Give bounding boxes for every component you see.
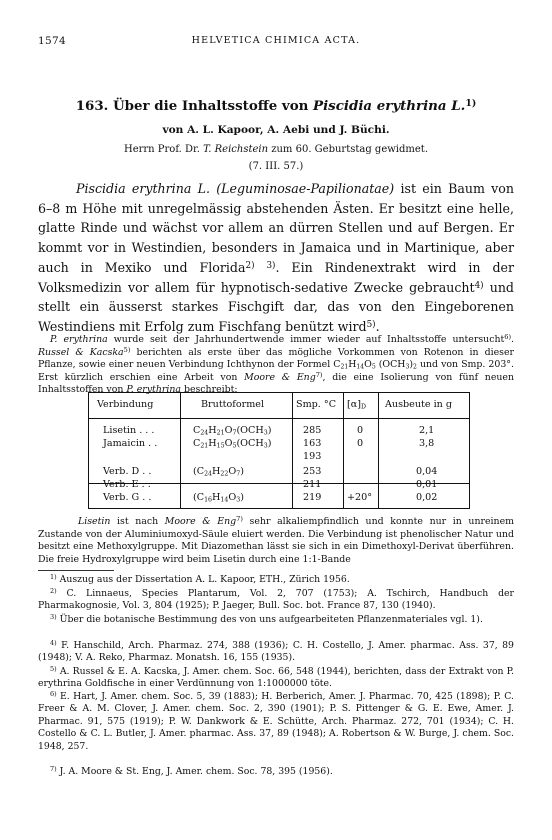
table-cell-yield: 2,1 (419, 425, 435, 436)
title-text: 163. Über die Inhaltsstoffe von (75, 98, 314, 114)
table-cell-formula: $(C_{24}H_{22}O_7)$ (193, 466, 244, 478)
received-date: (7. III. 57.) (248, 161, 304, 172)
footnote-3: $^{3)}$ Über die botanische Bestimmung des von uns aufgearbeiteten Pflanzenmateriales vgl. 1). (50, 613, 483, 625)
dedication-pre: Herrn Prof. Dr. (123, 144, 204, 155)
table-cell-formula: $(C_{16}H_{14}O_3)$ (193, 492, 244, 504)
table-cell-yield: 0,02 (416, 492, 438, 503)
footnote-1: $^{1)}$ Auszug aus der Dissertation A. L. Kapoor, ETH., Zürich 1956. (50, 573, 350, 585)
footnote-2: $^{2)}$ C. Linnaeus, Species Plantarum, Vol. 2, 707 (1753); A. Tschirch, Handbuch der Pharmakognosie, Vol. 3, 804 (1925); P. Jaeger, Bull. Soc. bot. France 87, 130 (1940). (38, 587, 514, 612)
table-cell-yield: 3,8 (419, 438, 435, 449)
compounds-table (88, 392, 470, 509)
table-cell-mp: 163 (303, 438, 322, 449)
footnote-6: $^{6)}$ E. Hart, J. Amer. chem. Soc. 5, 39 (1883); H. Berberich, Amer. J. Pharmac. 70, 425 (1898); P. C. Freer & A. M. Clover, J. Amer. chem. Soc. 2, 390 (1901); P. S. Pittenger & G. E. Ewe, Amer. J. Pharmac. 91, 575 (1919); P. W. Dankwork & E. Schütte, Arch. Pharmaz. 272, 701 (1934); C. H. Costello & C. L. Butler, J. Amer. pharmac. Ass. 37, 89 (1948); A. Robertson & W. Burge, J. chem. Soc. 1948, 257. (38, 690, 514, 752)
title-footnote-ref: 1) (465, 97, 477, 109)
table-cell-mp: 219 (303, 492, 322, 503)
dedication (38, 144, 514, 155)
author-citation: Moore & Eng (164, 516, 237, 527)
lisetin-paragraph: Lisetin ist nach Moore & Eng$^{7)}$ sehr alkaliempfindlich und konnte nur in unreinem Zustande von der Aluminiumoxyd-Säule eluiert werden. Die Verbindung ist phenolischer Natur und besitzt eine Methoxylgruppe. Mit Diazomethan lässt sie sich in ein Dimethoxyl-Derivat überführen. Die freie Hydroxylgruppe wird beim Lisetin durch eine 1:1-Bande (38, 515, 515, 565)
ref-4: 4 (474, 280, 481, 291)
table-cell-yield: 0,01 (416, 479, 438, 490)
table-cell-alpha: +20° (347, 492, 373, 503)
family-name: (Leguminosae-Papilionatae) (216, 181, 395, 196)
table-header: Verbindung (97, 399, 154, 410)
dedication-post: zum 60. Geburtstag gewidmet. (268, 144, 428, 155)
table-cell-mp: 211 (303, 479, 322, 490)
table-header: Bruttoformel (201, 399, 265, 410)
table-cell-name: Verb. E . . (103, 479, 151, 490)
ref-5: 5 (366, 319, 373, 330)
intro-paragraph: Piscidia erythrina L. (Leguminosae-Papilionatae) ist ein Baum von 6–8 m Höhe mit unregelmässig abstehenden Ästen. Er besitzt eine helle, glatte Rinde und wächst vor allem an dürren Stellen und auf Bergen. Er kommt vor in Westindien, besonders in Jamaica und in Martinique, aber auch in Mexiko und Florida$^{2)}$ $^{3)}$. Ein Rindenextrakt wird in der Volksmedizin vor allem für hypnotisch-sedative Zwecke gebraucht$^{4)}$ und stellt ein äusserst starkes Fischgift dar, das von den Eingeborenen Westindiens mit Erfolg zum Fischfang benützt wird$^{5)}$. (38, 181, 514, 334)
table-header: $[\alpha]_D$ (347, 399, 366, 411)
footnote-rule (38, 570, 114, 571)
page-number: 1574 (38, 35, 66, 47)
table-cell-yield: 0,04 (416, 466, 438, 477)
footnote-4: $^{4)}$ F. Hanschild, Arch. Pharmaz. 274, 388 (1936); C. H. Costello, J. Amer. pharmac. Ass. 37, 89 (1948); V. A. Reko, Pharmaz. Monatsh. 16, 155 (1935). (38, 639, 514, 664)
running-header (38, 35, 514, 49)
author-citation: Russel & Kacska (38, 346, 124, 358)
footnote-7: $^{7)}$ J. A. Moore & St. Eng, J. Amer. chem. Soc. 78, 395 (1956). (50, 765, 333, 777)
table-cell-formula: $C_{24}H_{21}O_7(OCH_3)$ (193, 425, 272, 437)
column-divider (343, 393, 344, 508)
title-species: Piscidia erythrina L. (313, 98, 466, 114)
table-cell-mp: 193 (303, 451, 322, 462)
column-divider (378, 393, 379, 508)
history-paragraph: P. erythrina wurde seit der Jahrhundertwende immer wieder auf Inhaltsstoffe untersucht$^{6)}$. Russel & Kacska$^{5)}$ berichten als erste über das mögliche Vorkommen von Rotenon in dieser Pflanze, sowie einer neuen Verbindung Ichthynon der Formel $C_{21}H_{14}O_5$ $(OCH_3)_2$ und von Smp. 203°. Erst kürzlich erschien eine Arbeit von Moore & Eng$^{7)}$, die eine Isolierung von fünf neuen Inhaltsstoffen von P. erythrina beschreibt: (38, 333, 514, 396)
table-header: Smp. °C (296, 399, 337, 410)
article-authors: von A. L. Kapoor, A. Aebi und J. Büchi. (162, 124, 390, 136)
species-name: Piscidia erythrina L. (76, 181, 210, 196)
table-cell-alpha: 0 (357, 438, 364, 449)
table-cell-mp: 253 (303, 466, 322, 477)
table-cell-alpha: 0 (357, 425, 364, 436)
author-citation: Moore & Eng (244, 371, 316, 383)
table-cell-name: Verb. D . . (103, 466, 152, 477)
table-cell-name: Verb. G . . (103, 492, 152, 503)
table-cell-name: Lisetin . . . (103, 425, 155, 436)
dedication-name: T. Reichstein (203, 144, 269, 155)
article-title (38, 98, 514, 114)
ref-3: 3 (266, 260, 273, 271)
table-cell-formula: $C_{21}H_{15}O_5(OCH_3)$ (193, 438, 272, 450)
column-divider (180, 393, 181, 508)
journal-name: HELVETICA CHIMICA ACTA. (191, 35, 361, 46)
column-divider (292, 393, 293, 508)
table-cell-mp: 285 (303, 425, 322, 436)
ref-2: 2 (245, 260, 252, 271)
table-cell-name: Jamaicin . . (103, 438, 158, 449)
table-header: Ausbeute in g (385, 399, 453, 410)
footnote-5: $^{5)}$ A. Russel & E. A. Kacska, J. Amer. chem. Soc. 66, 548 (1944), berichten, dass der Extrakt von P. erythrina Goldfische in einer Verdünnung von 1:1000000 töte. (38, 665, 514, 690)
